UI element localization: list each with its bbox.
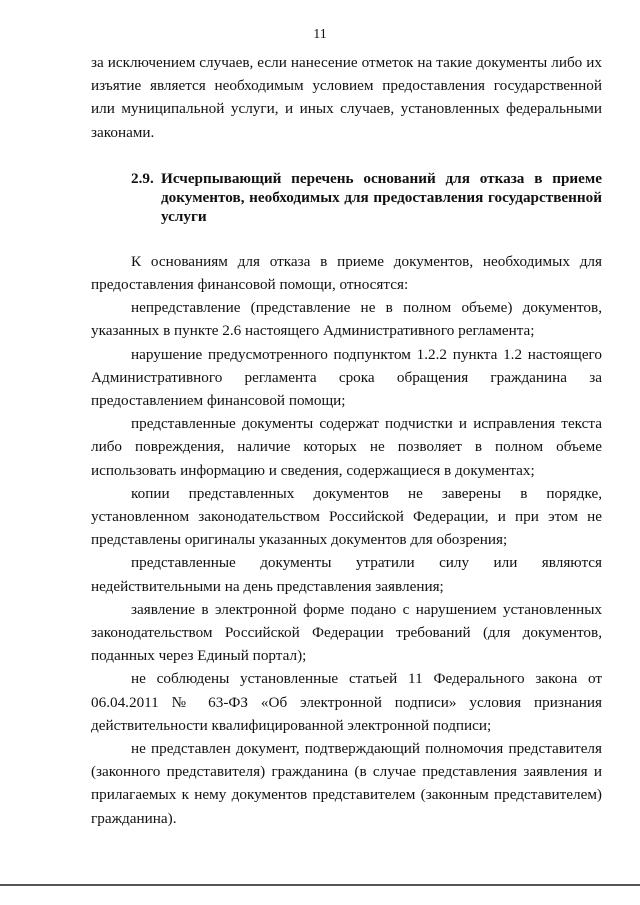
section-heading [91, 169, 602, 226]
page-bottom-rule [0, 884, 640, 886]
section-number: 2.9. [131, 169, 154, 187]
paragraph-item: не представлен документ, подтверждающий полномочия представителя (законного представителя) гражданина (в случае представления заявления и прилагаемых к нему документов представителем (законным представителем) гражданина). [91, 740, 602, 827]
paragraph-item: представленные документы утратили силу или являются недействительными на день представления заявления; [91, 554, 602, 595]
section-title: Исчерпывающий перечень оснований для отказа в приеме документов, необходимых для предоставления государственной услуги [161, 169, 602, 225]
document-body [91, 51, 602, 830]
paragraph-item: копии представленных документов не заверены в порядке, установленном законодательством Российской Федерации, и при этом не представлены оригиналы указанных документов для обозрения; [91, 484, 602, 549]
page-number: 11 [313, 27, 327, 42]
paragraph-item: не соблюдены установленные статьей 11 Федерального закона от 06.04.2011 № 63-ФЗ «Об электронной подписи» условия признания действительности квалифицированной электронной подписи; [91, 670, 602, 734]
paragraph-intro-list: К основаниям для отказа в приеме документов, необходимых для предоставления финансовой помощи, относятся: [91, 252, 602, 294]
paragraph-item: непредставление (представление не в полном объеме) документов, указанных в пункте 2.6 настоящего Административного регламента; [91, 299, 602, 340]
paragraph-item: заявление в электронной форме подано с нарушением установленных законодательством Российской Федерации требований (для документов, поданных через Единый портал); [91, 600, 602, 665]
paragraph-item: нарушение предусмотренного подпунктом 1.2.2 пункта 1.2 настоящего Административного регламента срока обращения гражданина за предоставлением финансовой помощи; [91, 345, 602, 410]
paragraph-item: представленные документы содержат подчистки и исправления текста либо повреждения, наличие которых не позволяет в полном объеме использовать информацию и сведения, содержащиеся в документах; [91, 415, 602, 479]
intro-paragraph: за исключением случаев, если нанесение отметок на такие документы либо их изъятие является необходимым условием предоставления государственной или муниципальной услуги, и иных случаев, установленных федеральными законами. [91, 54, 602, 141]
